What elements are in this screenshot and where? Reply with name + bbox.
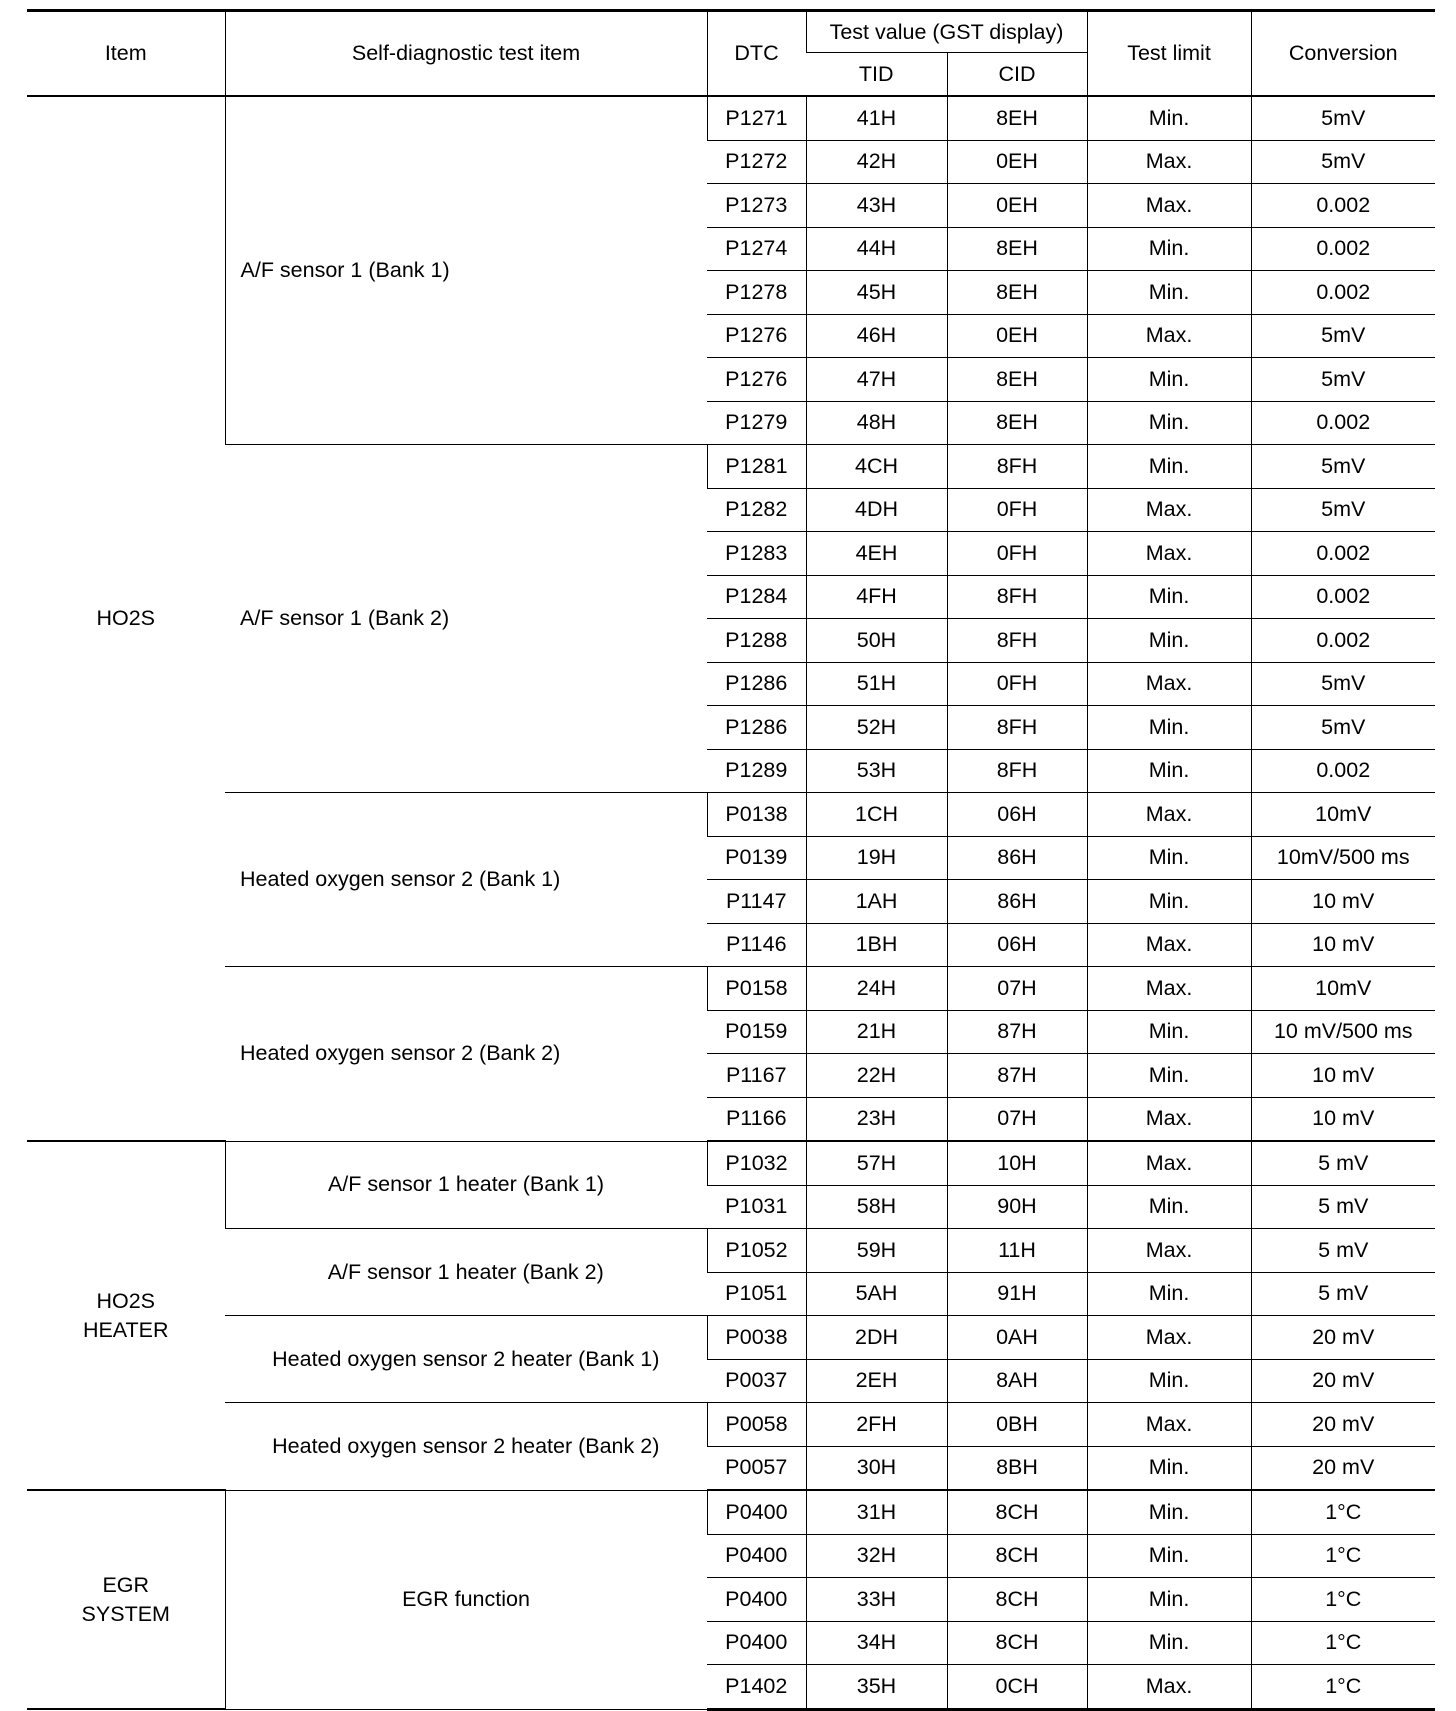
dtc-cell: P1031 <box>707 1185 806 1229</box>
tid-cell: 43H <box>806 184 947 228</box>
dtc-cell: P0158 <box>707 967 806 1011</box>
cid-cell: 0EH <box>947 314 1087 358</box>
conversion-cell: 5mV <box>1251 706 1435 750</box>
test-limit-cell: Min. <box>1087 227 1251 271</box>
dtc-cell: P1167 <box>707 1054 806 1098</box>
conversion-cell: 0.002 <box>1251 532 1435 576</box>
tid-cell: 5AH <box>806 1272 947 1316</box>
diagnostic-table-container <box>27 9 1435 1711</box>
test-limit-cell: Min. <box>1087 1490 1251 1534</box>
dtc-cell: P0058 <box>707 1403 806 1447</box>
conversion-cell: 20 mV <box>1251 1359 1435 1403</box>
self-diagnostic-test-item: Heated oxygen sensor 2 (Bank 1) <box>225 793 707 967</box>
conversion-cell: 20 mV <box>1251 1403 1435 1447</box>
cid-cell: 8EH <box>947 271 1087 315</box>
test-limit-cell: Max. <box>1087 967 1251 1011</box>
tid-cell: 21H <box>806 1010 947 1054</box>
cid-cell: 10H <box>947 1141 1087 1185</box>
cid-cell: 8EH <box>947 401 1087 445</box>
cid-cell: 8FH <box>947 575 1087 619</box>
item-label-line: SYSTEM <box>81 1601 170 1626</box>
conversion-cell: 1°C <box>1251 1490 1435 1534</box>
test-limit-cell: Min. <box>1087 575 1251 619</box>
dtc-cell: P0400 <box>707 1490 806 1534</box>
self-diagnostic-test-item: A/F sensor 1 (Bank 2) <box>225 445 707 793</box>
conversion-cell: 10 mV/500 ms <box>1251 1010 1435 1054</box>
conversion-cell: 20 mV <box>1251 1446 1435 1490</box>
tid-cell: 53H <box>806 749 947 793</box>
test-limit-cell: Min. <box>1087 1578 1251 1622</box>
cid-cell: 91H <box>947 1272 1087 1316</box>
test-limit-cell: Min. <box>1087 1446 1251 1490</box>
tid-cell: 52H <box>806 706 947 750</box>
conversion-cell: 5mV <box>1251 96 1435 140</box>
item-label-line: EGR <box>102 1572 150 1597</box>
cid-cell: 8AH <box>947 1359 1087 1403</box>
self-diagnostic-table <box>27 9 1435 1711</box>
conversion-cell: 5mV <box>1251 488 1435 532</box>
conversion-cell: 1°C <box>1251 1578 1435 1622</box>
table-row <box>27 793 1435 837</box>
test-limit-cell: Min. <box>1087 401 1251 445</box>
cid-cell: 8CH <box>947 1621 1087 1665</box>
dtc-cell: P1274 <box>707 227 806 271</box>
cid-cell: 07H <box>947 1097 1087 1141</box>
dtc-cell: P0138 <box>707 793 806 837</box>
conversion-cell: 0.002 <box>1251 227 1435 271</box>
tid-cell: 48H <box>806 401 947 445</box>
table-row <box>27 1490 1435 1534</box>
test-limit-cell: Min. <box>1087 619 1251 663</box>
dtc-cell: P1166 <box>707 1097 806 1141</box>
dtc-cell: P0400 <box>707 1578 806 1622</box>
item-label-line: HEATER <box>82 1317 169 1342</box>
test-limit-cell: Min. <box>1087 358 1251 402</box>
conversion-cell: 10 mV <box>1251 1054 1435 1098</box>
item-cell <box>27 1141 225 1490</box>
cid-cell: 07H <box>947 967 1087 1011</box>
self-diagnostic-test-item: EGR function <box>225 1490 707 1709</box>
conversion-cell: 10mV/500 ms <box>1251 836 1435 880</box>
dtc-cell: P0038 <box>707 1316 806 1360</box>
dtc-cell: P1147 <box>707 880 806 924</box>
tid-cell: 34H <box>806 1621 947 1665</box>
header-cid: CID <box>947 53 1087 97</box>
dtc-cell: P1279 <box>707 401 806 445</box>
table-row <box>27 1316 1435 1360</box>
tid-cell: 42H <box>806 140 947 184</box>
dtc-cell: P0159 <box>707 1010 806 1054</box>
tid-cell: 35H <box>806 1665 947 1710</box>
tid-cell: 1CH <box>806 793 947 837</box>
header-conversion: Conversion <box>1251 11 1435 97</box>
cid-cell: 8CH <box>947 1578 1087 1622</box>
tid-cell: 46H <box>806 314 947 358</box>
self-diagnostic-test-item: Heated oxygen sensor 2 heater (Bank 2) <box>225 1403 707 1491</box>
cid-cell: 8EH <box>947 227 1087 271</box>
tid-cell: 31H <box>806 1490 947 1534</box>
cid-cell: 8FH <box>947 445 1087 489</box>
conversion-cell: 5mV <box>1251 314 1435 358</box>
test-limit-cell: Min. <box>1087 1621 1251 1665</box>
test-limit-cell: Max. <box>1087 532 1251 576</box>
cid-cell: 87H <box>947 1010 1087 1054</box>
conversion-cell: 5mV <box>1251 662 1435 706</box>
cid-cell: 0FH <box>947 488 1087 532</box>
tid-cell: 4DH <box>806 488 947 532</box>
conversion-cell: 0.002 <box>1251 271 1435 315</box>
cid-cell: 8BH <box>947 1446 1087 1490</box>
table-row <box>27 1403 1435 1447</box>
test-limit-cell: Max. <box>1087 140 1251 184</box>
test-limit-cell: Max. <box>1087 793 1251 837</box>
cid-cell: 8CH <box>947 1534 1087 1578</box>
header-item: Item <box>27 11 225 97</box>
conversion-cell: 5 mV <box>1251 1272 1435 1316</box>
cid-cell: 0CH <box>947 1665 1087 1710</box>
tid-cell: 57H <box>806 1141 947 1185</box>
test-limit-cell: Min. <box>1087 96 1251 140</box>
dtc-cell: P1286 <box>707 706 806 750</box>
test-limit-cell: Min. <box>1087 1054 1251 1098</box>
tid-cell: 59H <box>806 1229 947 1273</box>
self-diagnostic-test-item: A/F sensor 1 (Bank 1) <box>225 96 707 445</box>
tid-cell: 33H <box>806 1578 947 1622</box>
table-row <box>27 967 1435 1011</box>
dtc-cell: P1032 <box>707 1141 806 1185</box>
cid-cell: 8EH <box>947 358 1087 402</box>
conversion-cell: 5mV <box>1251 140 1435 184</box>
conversion-cell: 20 mV <box>1251 1316 1435 1360</box>
tid-cell: 2DH <box>806 1316 947 1360</box>
test-limit-cell: Min. <box>1087 1272 1251 1316</box>
cid-cell: 11H <box>947 1229 1087 1273</box>
header-self-diagnostic-test-item: Self-diagnostic test item <box>225 11 707 97</box>
item-label-line: HO2S <box>96 606 156 630</box>
conversion-cell: 5mV <box>1251 358 1435 402</box>
test-limit-cell: Min. <box>1087 445 1251 489</box>
conversion-cell: 10 mV <box>1251 1097 1435 1141</box>
cid-cell: 90H <box>947 1185 1087 1229</box>
table-row <box>27 1229 1435 1273</box>
tid-cell: 23H <box>806 1097 947 1141</box>
dtc-cell: P1272 <box>707 140 806 184</box>
tid-cell: 19H <box>806 836 947 880</box>
test-limit-cell: Min. <box>1087 706 1251 750</box>
tid-cell: 58H <box>806 1185 947 1229</box>
tid-cell: 44H <box>806 227 947 271</box>
conversion-cell: 1°C <box>1251 1621 1435 1665</box>
test-limit-cell: Max. <box>1087 488 1251 532</box>
conversion-cell: 0.002 <box>1251 749 1435 793</box>
cid-cell: 0EH <box>947 140 1087 184</box>
dtc-cell: P0400 <box>707 1621 806 1665</box>
conversion-cell: 10mV <box>1251 793 1435 837</box>
cid-cell: 8FH <box>947 706 1087 750</box>
tid-cell: 50H <box>806 619 947 663</box>
dtc-cell: P1281 <box>707 445 806 489</box>
dtc-cell: P1284 <box>707 575 806 619</box>
tid-cell: 24H <box>806 967 947 1011</box>
tid-cell: 4EH <box>806 532 947 576</box>
test-limit-cell: Min. <box>1087 1534 1251 1578</box>
conversion-cell: 5 mV <box>1251 1141 1435 1185</box>
cid-cell: 06H <box>947 793 1087 837</box>
test-limit-cell: Max. <box>1087 1229 1251 1273</box>
tid-cell: 4FH <box>806 575 947 619</box>
conversion-cell: 5 mV <box>1251 1185 1435 1229</box>
test-limit-cell: Min. <box>1087 271 1251 315</box>
cid-cell: 8FH <box>947 749 1087 793</box>
conversion-cell: 0.002 <box>1251 575 1435 619</box>
dtc-cell: P1283 <box>707 532 806 576</box>
item-cell <box>27 1490 225 1709</box>
dtc-cell: P0057 <box>707 1446 806 1490</box>
cid-cell: 0FH <box>947 662 1087 706</box>
conversion-cell: 1°C <box>1251 1534 1435 1578</box>
dtc-cell: P1288 <box>707 619 806 663</box>
self-diagnostic-test-item: Heated oxygen sensor 2 (Bank 2) <box>225 967 707 1142</box>
dtc-cell: P1273 <box>707 184 806 228</box>
cid-cell: 87H <box>947 1054 1087 1098</box>
conversion-cell: 5mV <box>1251 445 1435 489</box>
dtc-cell: P1278 <box>707 271 806 315</box>
tid-cell: 51H <box>806 662 947 706</box>
test-limit-cell: Max. <box>1087 1097 1251 1141</box>
conversion-cell: 0.002 <box>1251 401 1435 445</box>
dtc-cell: P1146 <box>707 923 806 967</box>
dtc-cell: P1276 <box>707 358 806 402</box>
cid-cell: 06H <box>947 923 1087 967</box>
cid-cell: 0AH <box>947 1316 1087 1360</box>
cid-cell: 86H <box>947 880 1087 924</box>
conversion-cell: 0.002 <box>1251 184 1435 228</box>
header-test-value: Test value (GST display) <box>806 11 1087 53</box>
self-diagnostic-test-item: A/F sensor 1 heater (Bank 2) <box>225 1229 707 1316</box>
tid-cell: 22H <box>806 1054 947 1098</box>
conversion-cell: 10 mV <box>1251 923 1435 967</box>
tid-cell: 41H <box>806 96 947 140</box>
dtc-cell: P1276 <box>707 314 806 358</box>
cid-cell: 86H <box>947 836 1087 880</box>
test-limit-cell: Max. <box>1087 1403 1251 1447</box>
tid-cell: 4CH <box>806 445 947 489</box>
cid-cell: 0EH <box>947 184 1087 228</box>
test-limit-cell: Max. <box>1087 314 1251 358</box>
dtc-cell: P1051 <box>707 1272 806 1316</box>
table-body <box>27 96 1435 1709</box>
self-diagnostic-test-item: A/F sensor 1 heater (Bank 1) <box>225 1141 707 1229</box>
table-row <box>27 1141 1435 1185</box>
test-limit-cell: Min. <box>1087 880 1251 924</box>
conversion-cell: 10 mV <box>1251 880 1435 924</box>
dtc-cell: P1402 <box>707 1665 806 1710</box>
test-limit-cell: Max. <box>1087 1316 1251 1360</box>
dtc-cell: P1286 <box>707 662 806 706</box>
test-limit-cell: Max. <box>1087 1141 1251 1185</box>
table-row <box>27 96 1435 140</box>
dtc-cell: P1271 <box>707 96 806 140</box>
tid-cell: 32H <box>806 1534 947 1578</box>
test-limit-cell: Max. <box>1087 923 1251 967</box>
tid-cell: 1BH <box>806 923 947 967</box>
table-header <box>27 11 1435 97</box>
table-row <box>27 445 1435 489</box>
dtc-cell: P1289 <box>707 749 806 793</box>
self-diagnostic-test-item: Heated oxygen sensor 2 heater (Bank 1) <box>225 1316 707 1403</box>
conversion-cell: 0.002 <box>1251 619 1435 663</box>
tid-cell: 45H <box>806 271 947 315</box>
dtc-cell: P1052 <box>707 1229 806 1273</box>
dtc-cell: P0037 <box>707 1359 806 1403</box>
dtc-cell: P0400 <box>707 1534 806 1578</box>
tid-cell: 1AH <box>806 880 947 924</box>
dtc-cell: P0139 <box>707 836 806 880</box>
test-limit-cell: Min. <box>1087 1359 1251 1403</box>
item-label-line: HO2S <box>96 1288 156 1313</box>
tid-cell: 2EH <box>806 1359 947 1403</box>
tid-cell: 2FH <box>806 1403 947 1447</box>
tid-cell: 30H <box>806 1446 947 1490</box>
item-cell <box>27 96 225 1141</box>
dtc-cell: P1282 <box>707 488 806 532</box>
conversion-cell: 10mV <box>1251 967 1435 1011</box>
conversion-cell: 5 mV <box>1251 1229 1435 1273</box>
header-test-limit: Test limit <box>1087 11 1251 97</box>
test-limit-cell: Max. <box>1087 1665 1251 1710</box>
test-limit-cell: Min. <box>1087 1185 1251 1229</box>
test-limit-cell: Min. <box>1087 836 1251 880</box>
header-tid: TID <box>806 53 947 97</box>
test-limit-cell: Max. <box>1087 662 1251 706</box>
test-limit-cell: Max. <box>1087 184 1251 228</box>
cid-cell: 0FH <box>947 532 1087 576</box>
test-limit-cell: Min. <box>1087 749 1251 793</box>
header-dtc: DTC <box>707 11 806 97</box>
cid-cell: 0BH <box>947 1403 1087 1447</box>
cid-cell: 8EH <box>947 96 1087 140</box>
tid-cell: 47H <box>806 358 947 402</box>
conversion-cell: 1°C <box>1251 1665 1435 1710</box>
cid-cell: 8FH <box>947 619 1087 663</box>
cid-cell: 8CH <box>947 1490 1087 1534</box>
test-limit-cell: Min. <box>1087 1010 1251 1054</box>
